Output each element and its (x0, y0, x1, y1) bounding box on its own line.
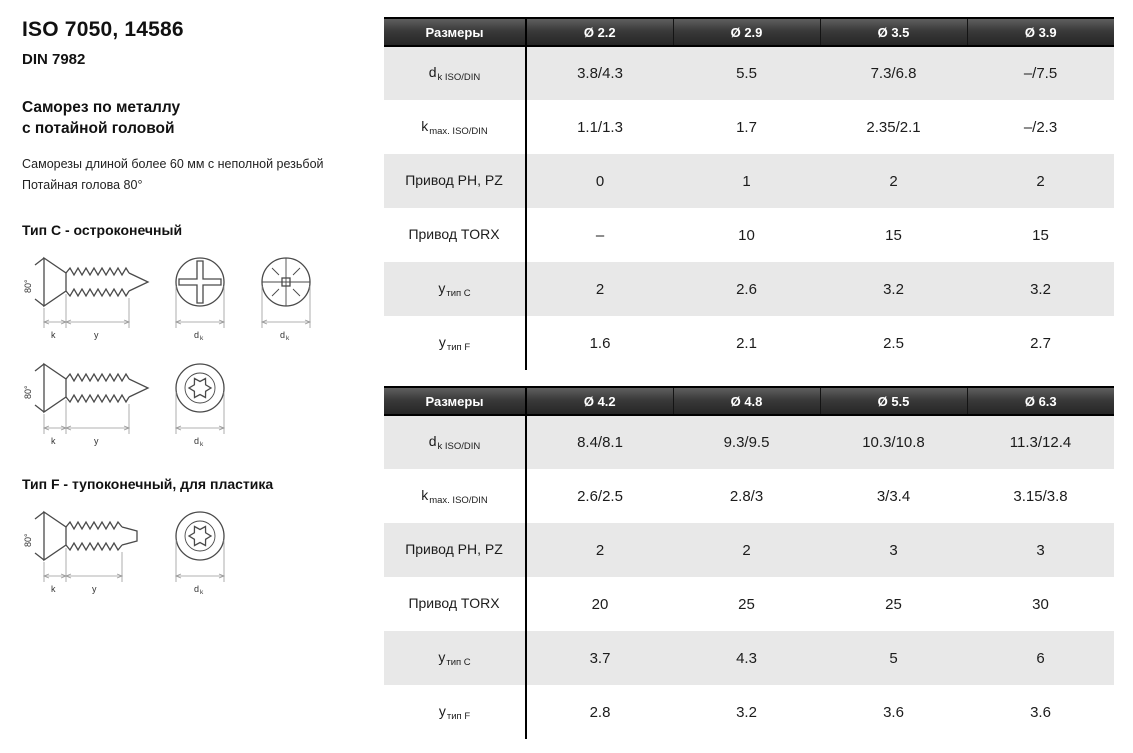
value-cell: 1.7 (736, 118, 757, 136)
row-label-main: d (428, 433, 437, 449)
value-cell: –/2.3 (1023, 118, 1058, 136)
type-f-heading: Тип F - тупоконечный, для пластика (22, 476, 274, 493)
value-cell: 8.4/8.1 (526, 415, 673, 469)
note-line1: Саморезы длиной более 60 мм с неполной резьбой (22, 156, 324, 171)
value-cell: 7.3/6.8 (820, 46, 967, 100)
value-cell: 2.8 (589, 703, 611, 721)
row-label-main: y (438, 279, 446, 296)
dim-d-sub-label: k (200, 589, 204, 597)
row-label (384, 415, 526, 469)
header-cell-diameter: Ø 5.5 (820, 387, 967, 415)
row-label-sub: max. ISO/DIN (429, 125, 488, 137)
value-cell: 20 (591, 595, 609, 613)
value-cell: 3.15/3.8 (1013, 487, 1068, 505)
value-cell: 2.7 (1030, 334, 1051, 352)
screw-dimension-lines (44, 548, 122, 582)
torx-dimension-lines (176, 540, 224, 582)
table-row (384, 262, 1114, 316)
value-cell: 1 (673, 154, 820, 208)
dim-d-label: d (194, 436, 200, 447)
value-cell: 2.6/2.5 (577, 487, 623, 505)
value-cell: –/7.5 (967, 46, 1114, 100)
value-cell: 2.6 (673, 262, 820, 316)
value-cell: 3 (967, 523, 1114, 577)
row-label-main: Привод TORX (408, 594, 500, 611)
dim-y-label: y (92, 584, 97, 595)
table-row (384, 685, 1114, 739)
value-cell: 3 (820, 523, 967, 577)
product-name-line2: с потайной головой (22, 119, 175, 137)
value-cell: 2 (673, 523, 820, 577)
table-row (384, 46, 1114, 100)
value-cell: 2 (526, 262, 673, 316)
torx-drive-view (176, 512, 224, 560)
type-c-drawing-ph-pz (22, 246, 362, 344)
value-cell: 2 (526, 523, 673, 577)
row-label (384, 262, 526, 316)
row-label (384, 685, 526, 739)
row-label-sub: k ISO/DIN (437, 441, 481, 452)
row-label (384, 100, 526, 154)
torx-dimension-lines (176, 392, 224, 434)
value-cell: 5.5 (673, 46, 820, 100)
type-f-drawing-torx (22, 500, 362, 598)
screw-dimension-lines (44, 294, 129, 328)
value-cell: 10 (738, 226, 755, 244)
row-label-main: y (438, 333, 446, 350)
table-row (384, 100, 1114, 154)
row-label (384, 469, 526, 523)
value-cell: 3/3.4 (876, 487, 911, 505)
value-cell: 2.5 (883, 334, 904, 352)
value-cell: 25 (885, 595, 902, 613)
ph-dimension-lines (176, 286, 224, 328)
dim-k-label: k (51, 330, 56, 341)
screw-side-view-sharp (35, 258, 148, 306)
row-label-sub: тип F (446, 710, 471, 722)
value-cell: 9.3/9.5 (673, 415, 820, 469)
table-row (384, 523, 1114, 577)
tables-panel (382, 0, 1133, 753)
row-label (384, 154, 526, 208)
value-cell: 2 (820, 154, 967, 208)
spec-table-small-diameters (384, 17, 1114, 370)
table-row (384, 631, 1114, 685)
row-label-sub: max. ISO/DIN (429, 494, 488, 506)
value-cell: 15 (1032, 226, 1049, 244)
value-cell: 3.6 (1030, 703, 1051, 721)
page-subtitle: DIN 7982 (22, 51, 86, 68)
angle-dimension-label: 80° (23, 279, 33, 294)
row-label-main: Привод PH, PZ (405, 540, 503, 557)
value-cell: 2.35/2.1 (866, 118, 921, 136)
dim-k-label: k (51, 436, 56, 447)
dim-d-label: d (194, 584, 200, 595)
table-row (384, 316, 1114, 370)
page-title: ISO 7050, 14586 (22, 18, 184, 41)
table-row (384, 469, 1114, 523)
value-cell: 2 (967, 154, 1114, 208)
row-label-main: Привод PH, PZ (405, 171, 503, 188)
value-cell: 1.6 (589, 334, 611, 352)
value-cell: 3.7 (526, 631, 673, 685)
value-cell: 1.1/1.3 (577, 118, 623, 136)
product-name-line1: Саморез по металлу (22, 99, 181, 116)
row-label-main: k (421, 117, 429, 134)
screw-dimension-lines (44, 400, 129, 434)
value-cell: 3.6 (883, 703, 904, 721)
dim-d-sub-label: k (200, 335, 204, 343)
header-cell-diameter: Ø 2.2 (526, 18, 673, 46)
value-cell: 6 (967, 631, 1114, 685)
value-cell: 0 (526, 154, 673, 208)
dim-d-label: d (280, 330, 286, 341)
row-label-main: k (421, 486, 429, 503)
value-cell: 3.8/4.3 (526, 46, 673, 100)
torx-drive-view (176, 364, 224, 412)
row-label-main: Привод TORX (408, 225, 500, 242)
value-cell: 10.3/10.8 (820, 415, 967, 469)
row-label-sub: тип C (446, 656, 471, 668)
dim-d-sub-label: k (286, 335, 290, 343)
dim-k-label: k (51, 584, 56, 595)
table-header-row (384, 18, 1114, 46)
table-row (384, 208, 1114, 262)
dim-d-sub-label: k (200, 441, 204, 449)
value-cell: 2.8/3 (729, 487, 764, 505)
row-label (384, 631, 526, 685)
row-label (384, 577, 526, 631)
row-label (384, 46, 526, 100)
row-label (384, 208, 526, 262)
left-panel (0, 0, 382, 753)
angle-dimension-label: 80° (23, 533, 33, 548)
row-label-main: y (438, 648, 446, 665)
note-line2: Потайная голова 80° (22, 178, 143, 193)
phillips-drive-view (176, 258, 224, 306)
type-c-drawing-torx (22, 352, 362, 450)
row-label-sub: тип C (446, 287, 471, 299)
value-cell: 4.3 (673, 631, 820, 685)
header-cell-diameter: Ø 3.9 (967, 18, 1114, 46)
dim-y-label: y (94, 330, 99, 341)
value-cell: 3.2 (736, 703, 757, 721)
header-cell-diameter: Ø 4.8 (673, 387, 820, 415)
header-cell-diameter: Ø 4.2 (526, 387, 673, 415)
screw-side-view-sharp (35, 364, 148, 412)
type-c-heading: Тип C - остроконечный (22, 222, 183, 239)
row-label-main: d (428, 64, 437, 80)
angle-dimension-label: 80° (23, 385, 33, 400)
dim-d-label: d (194, 330, 200, 341)
table-row (384, 577, 1114, 631)
table-header-row (384, 387, 1114, 415)
pozidriv-drive-view (262, 258, 310, 306)
value-cell: 2.1 (736, 334, 757, 352)
value-cell: 25 (738, 595, 755, 613)
value-cell: 30 (1032, 595, 1049, 613)
header-cell-diameter: Ø 6.3 (967, 387, 1114, 415)
row-label (384, 523, 526, 577)
row-label-sub: тип F (446, 341, 471, 353)
header-cell-dimensions: Размеры (384, 18, 526, 46)
header-cell-diameter: Ø 3.5 (820, 18, 967, 46)
dim-y-label: y (94, 436, 99, 447)
product-name (22, 98, 376, 140)
row-label-main: y (438, 702, 446, 719)
table-row (384, 154, 1114, 208)
value-cell: 3.2 (967, 262, 1114, 316)
value-cell: – (595, 226, 605, 244)
table-row (384, 415, 1114, 469)
spec-table-large-diameters (384, 386, 1114, 739)
row-label (384, 316, 526, 370)
value-cell: 3.2 (820, 262, 967, 316)
value-cell: 5 (820, 631, 967, 685)
value-cell: 11.3/12.4 (967, 415, 1114, 469)
header-cell-dimensions: Размеры (384, 387, 526, 415)
product-notes (22, 154, 376, 197)
row-label-sub: k ISO/DIN (437, 72, 481, 83)
header-cell-diameter: Ø 2.9 (673, 18, 820, 46)
value-cell: 15 (885, 226, 902, 244)
